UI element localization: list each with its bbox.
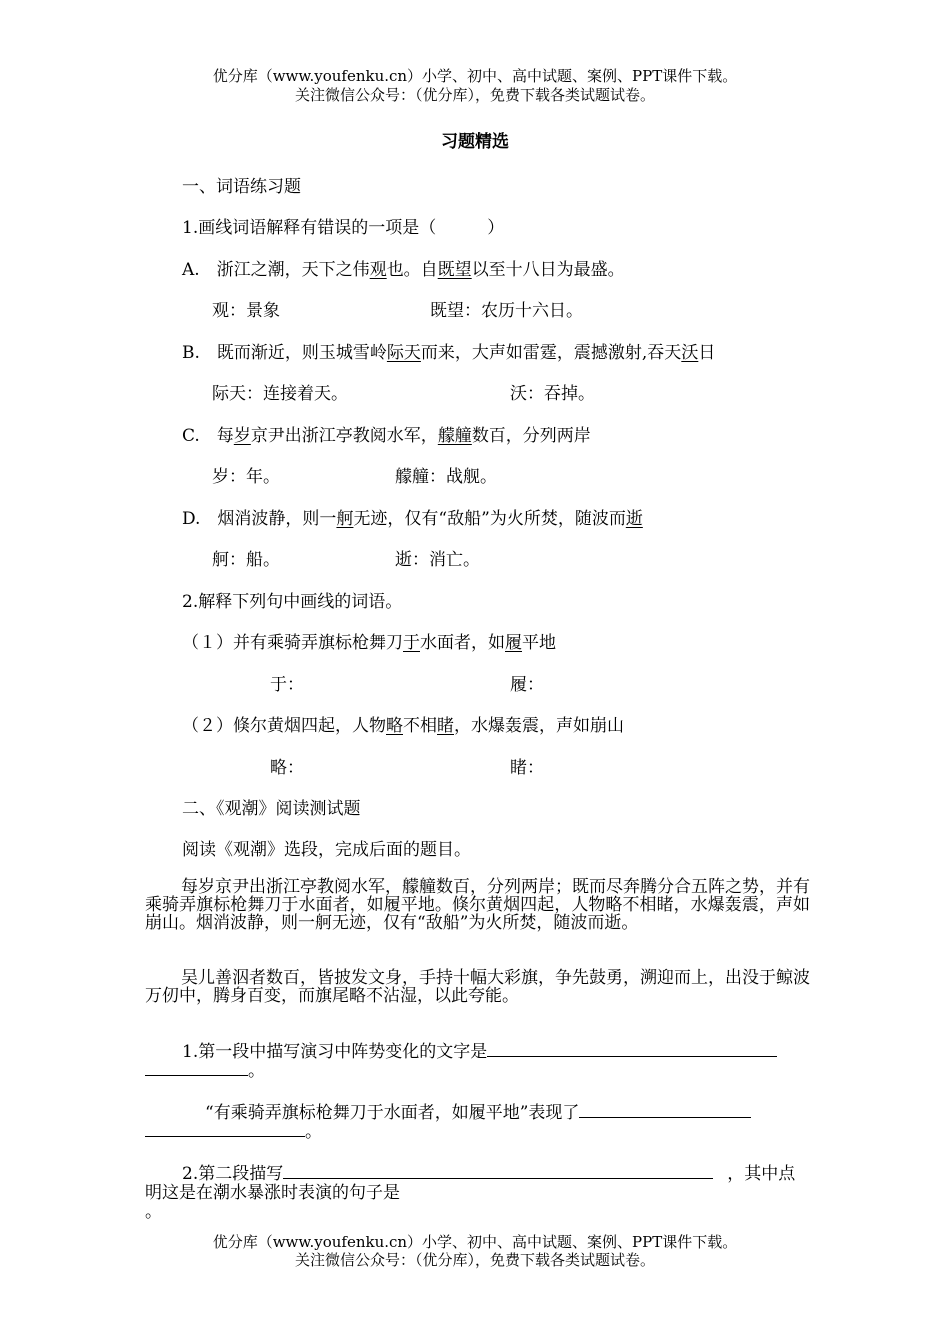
option-c-expl-2: 艨艟：战舰。 bbox=[395, 467, 497, 487]
section2-heading: 二、《观潮》阅读测试题 bbox=[182, 799, 361, 819]
reading-q1b: “有乘骑弄旗标枪舞刀于水面者，如履平地”表现了 bbox=[205, 1098, 751, 1123]
answer-blank[interactable] bbox=[283, 1162, 713, 1179]
reading-q1b-cont: 。 bbox=[145, 1117, 322, 1142]
option-b-expl-2: 沃：吞掉。 bbox=[510, 384, 595, 404]
q2-s1-key-2: 履： bbox=[510, 675, 544, 695]
reading-q2b: 明这是在潮水暴涨时表演的句子是 bbox=[145, 1183, 400, 1203]
passage-paragraph-1: 每岁京尹出浙江亭教阅水军，艨艟数百，分列两岸；既而尽奔腾分合五阵之势，并有乘骑弄旗标枪舞刀于水面者，如履平地。倏尔黄烟四起，人物略不相睹，水爆轰震，声如崩山。烟消波静，则一舸无迹，仅有“敌船”为火所焚，随波而逝。 bbox=[145, 877, 810, 933]
reading-intro: 阅读《观潮》选段，完成后面的题目。 bbox=[182, 840, 471, 860]
option-d-expl-1: 舸：船。 bbox=[212, 550, 280, 570]
option-d-expl-2: 逝：消亡。 bbox=[395, 550, 480, 570]
option-a-sentence: A. 浙江之潮，天下之伟观也。自既望以至十八日为最盛。 bbox=[182, 260, 625, 280]
footer-line-1: 优分库（www.youfenku.cn）小学、初中、高中试题、案例、PPT课件下载。 bbox=[212, 1233, 738, 1251]
option-a-expl-1: 观：景象 bbox=[212, 301, 280, 321]
q2-stem: 2.解释下列句中画线的词语。 bbox=[182, 592, 403, 612]
q2-s1-key-1: 于： bbox=[270, 675, 304, 695]
option-b-sentence: B. 既而渐近，则玉城雪岭际天而来，大声如雷霆，震撼激射,吞天沃日 bbox=[182, 343, 716, 363]
option-a-expl-2: 既望：农历十六日。 bbox=[430, 301, 583, 321]
q1-stem: 1.画线词语解释有错误的一项是（ ） bbox=[182, 218, 505, 238]
q2-s2-key-2: 睹： bbox=[510, 758, 544, 778]
reading-q2a: 2.第二段描写 ，其中点 bbox=[182, 1164, 796, 1184]
header-line-1: 优分库（www.youfenku.cn）小学、初中、高中试题、案例、PPT课件下载。 bbox=[212, 67, 738, 85]
q2-sentence-2: （２）倏尔黄烟四起，人物略不相睹，水爆轰震，声如崩山 bbox=[182, 716, 624, 736]
option-c-expl-1: 岁：年。 bbox=[212, 467, 280, 487]
section1-heading: 一、词语练习题 bbox=[182, 177, 301, 197]
q2-sentence-1: （１）并有乘骑弄旗标枪舞刀于水面者，如履平地 bbox=[182, 633, 556, 653]
option-b-expl-1: 际天：连接着天。 bbox=[212, 384, 348, 404]
reading-q1a: 1.第一段中描写演习中阵势变化的文字是 bbox=[182, 1037, 777, 1062]
reading-q2c: 。 bbox=[145, 1202, 162, 1222]
footer-line-2: 关注微信公众号：（优分库），免费下载各类试题试卷。 bbox=[294, 1251, 655, 1269]
page-title: 习题精选 bbox=[441, 132, 509, 152]
passage-paragraph-2: 吴儿善泅者数百，皆披发文身，手持十幅大彩旗，争先鼓勇，溯迎而上，出没于鲸波万仞中，腾身百变，而旗尾略不沾湿，以此夸能。 bbox=[145, 968, 810, 1006]
q2-s2-key-1: 略： bbox=[270, 758, 304, 778]
answer-blank[interactable] bbox=[145, 1120, 305, 1137]
option-c-sentence: C. 每岁京尹出浙江亭教阅水军，艨艟数百，分列两岸 bbox=[182, 426, 591, 446]
header-line-2: 关注微信公众号：（优分库），免费下载各类试题试卷。 bbox=[294, 86, 655, 104]
answer-blank[interactable] bbox=[579, 1101, 751, 1118]
reading-q1a-cont: 。 bbox=[145, 1056, 265, 1081]
option-d-sentence: D. 烟消波静，则一舸无迹，仅有“敌船”为火所焚，随波而逝 bbox=[182, 509, 643, 529]
answer-blank[interactable] bbox=[487, 1040, 777, 1057]
answer-blank[interactable] bbox=[145, 1059, 248, 1076]
